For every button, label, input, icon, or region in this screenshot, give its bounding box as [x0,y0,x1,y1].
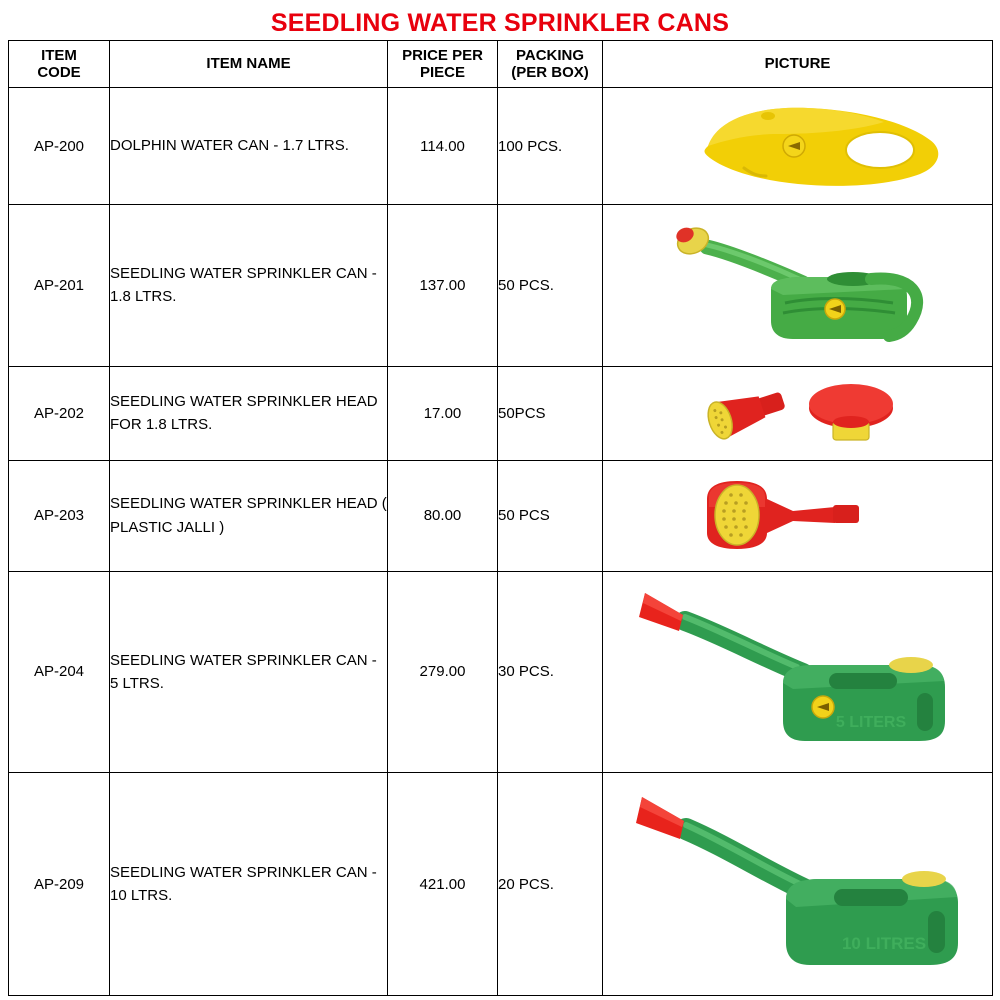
column-header-price-per-piece [388,41,498,88]
cell-item-code: AP-203 [9,460,110,571]
product-image-sprinkler-can-1-8l [603,217,992,353]
header-line-1: PICTURE [764,55,831,73]
header-line-2: CODE [37,64,81,81]
table-row [9,205,993,367]
product-image-sprinkler-can-10-litres [603,789,992,979]
cell-picture [603,773,993,996]
cell-item-name: DOLPHIN WATER CAN - 1.7 LTRS. [110,88,388,205]
table-row [9,460,993,571]
table-header [9,41,993,88]
cell-picture [603,205,993,367]
table-row [9,366,993,460]
table-body [9,88,993,996]
cell-item-name: SEEDLING WATER SPRINKLER HEAD FOR 1.8 LTRS. [110,366,388,460]
header-line-1: ITEM [41,46,77,64]
product-image-sprinkler-heads [603,378,992,448]
cell-packing: 50 PCS [498,460,603,571]
cell-item-code: AP-201 [9,205,110,367]
table-row [9,773,993,996]
product-label-text: 10 LITRES [841,934,926,954]
cell-price: 137.00 [388,205,498,367]
cell-item-code: AP-200 [9,88,110,205]
product-image-dolphin-water-can [603,100,992,192]
cell-packing: 50PCS [498,366,603,460]
cell-packing: 30 PCS. [498,571,603,773]
header-row [9,41,993,88]
header-line-2: PIECE [419,64,465,81]
cell-price: 114.00 [388,88,498,205]
page-title: SEEDLING WATER SPRINKLER CANS [270,8,730,37]
header-line-1: PRICE PER [402,46,483,64]
cell-picture [603,460,993,571]
cell-item-name: SEEDLING WATER SPRINKLER HEAD ( PLASTIC JALLI ) [110,460,388,571]
column-header-packing [498,41,603,88]
cell-picture [603,571,993,773]
cell-item-code: AP-204 [9,571,110,773]
product-image-plastic-jalli-head [603,477,992,555]
cell-packing: 50 PCS. [498,205,603,367]
table-row [9,88,993,205]
column-header-item-name [110,41,388,88]
title-bar [8,6,992,40]
header-line-2: (PER BOX) [511,64,589,81]
cell-packing: 20 PCS. [498,773,603,996]
cell-item-code: AP-209 [9,773,110,996]
cell-packing: 100 PCS. [498,88,603,205]
cell-price: 80.00 [388,460,498,571]
header-line-1: ITEM NAME [206,55,291,73]
cell-item-name: SEEDLING WATER SPRINKLER CAN - 5 LTRS. [110,571,388,773]
cell-picture [603,88,993,205]
cell-price: 421.00 [388,773,498,996]
column-header-picture [603,41,993,88]
cell-item-name: SEEDLING WATER SPRINKLER CAN - 1.8 LTRS. [110,205,388,367]
cell-price: 279.00 [388,571,498,773]
product-price-table [8,40,993,996]
product-image-sprinkler-can-5-litres [603,587,992,757]
cell-picture [603,366,993,460]
product-label-text: 5 LITERS [835,713,906,731]
cell-item-name: SEEDLING WATER SPRINKLER CAN - 10 LTRS. [110,773,388,996]
header-line-1: PACKING [515,46,585,64]
table-row [9,571,993,773]
column-header-item-code [9,41,110,88]
cell-price: 17.00 [388,366,498,460]
cell-item-code: AP-202 [9,366,110,460]
